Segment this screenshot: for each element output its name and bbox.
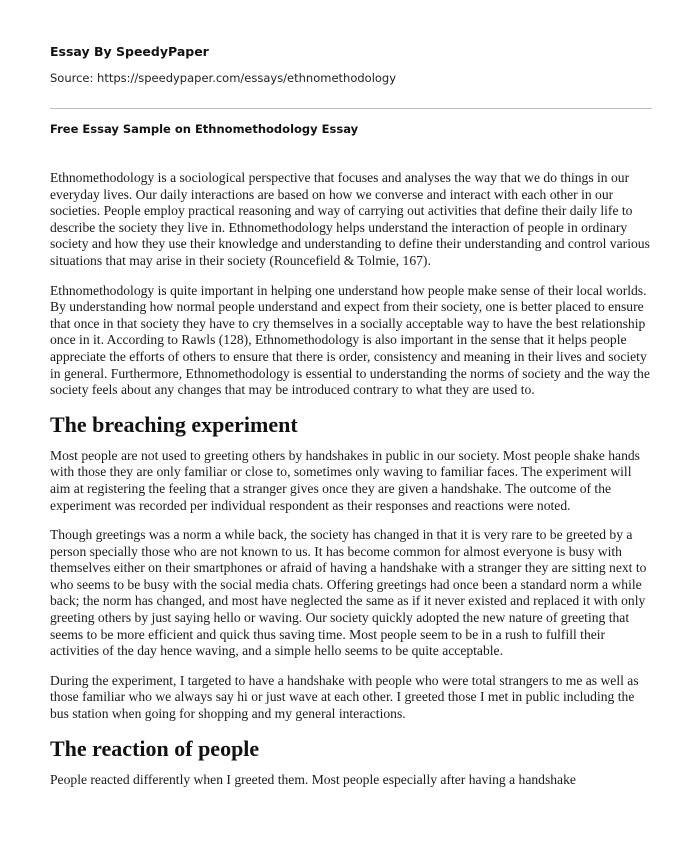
intro-paragraph: Ethnomethodology is quite important in helping one understand how people make sense of their local worlds. By understanding how normal people understand and expect from their society, one is better placed to ensure that once in that society they have to cry themselves in a socially acceptable way to have the best relationship once in it. According to Rawls (128), Ethnomethodology is also important in the sense that it helps people appreciate the efforts of others to ensure that there is order, consistency and meaning in their lives and society in general. Furthermore, Ethnomethodology is essential to understanding the norms of society and the way the society feels about any changes that may be introduced contrary to what they are used to. [50, 282, 650, 398]
essay-body [50, 170, 654, 801]
section-heading: The reaction of people [50, 735, 260, 761]
site-title: Essay By SpeedyPaper [50, 44, 209, 59]
section-heading: The breaching experiment [50, 411, 298, 437]
section-paragraph: People reacted differently when I greeted them. Most people especially after having a handshake [50, 771, 576, 787]
header-divider [50, 108, 652, 109]
intro-paragraph: Ethnomethodology is a sociological perspective that focuses and analyses the way that we do things in our everyday lives. Our daily interactions are based on how we converse and interact with each other in our societies. People employ practical reasoning and way of carrying out activities that define their daily life to describe the society they live in. Ethnomethodology helps understand the interaction of people in ordinary society and how they use their knowledge and understanding to define their understanding and control various situations that may arise in their society (Rouncefield & Tolmie, 167). [50, 170, 650, 268]
section-paragraph: Though greetings was a norm a while back, the society has changed in that it is very rare to be greeted by a person specially those who are not known to us. It has become common for almost everyone is busy with themselves either on their smartphones or afraid of having a handshake with a stranger they are sitting next to who seems to be busy with the social media chats. Offering greetings had once been a standard norm a while back; the norm has changed, and most have neglected the same as if it never existed and replaced it with only greeting others by just saying hello or waving. Our society quickly adopted the new nature of greeting that seems to be more efficient and quick thus saving time. Most people seem to be in a rush to fulfill their activities of the day hence waving, and a simple hello seems to be quite acceptable. [50, 527, 647, 659]
section-paragraph: Most people are not used to greeting others by handshakes in public in our society. Most people shake hands with those they are only familiar or close to, sometimes only waving to familiar faces. The experiment will aim at registering the feeling that a stranger gives once they are given a handshake. The outcome of the experiment was recorded per individual respondent as their responses and reactions were noted. [50, 447, 640, 513]
section-paragraph: During the experiment, I targeted to have a handshake with people who were total strangers to me as well as those familiar who we always say hi or just wave at each other. I greeted those I met in public including the bus station when going for shopping and my general interactions. [50, 672, 639, 722]
source-line: Source: https://speedypaper.com/essays/ethnomethodology [50, 71, 397, 85]
essay-title: Free Essay Sample on Ethnomethodology Essay [50, 122, 359, 136]
